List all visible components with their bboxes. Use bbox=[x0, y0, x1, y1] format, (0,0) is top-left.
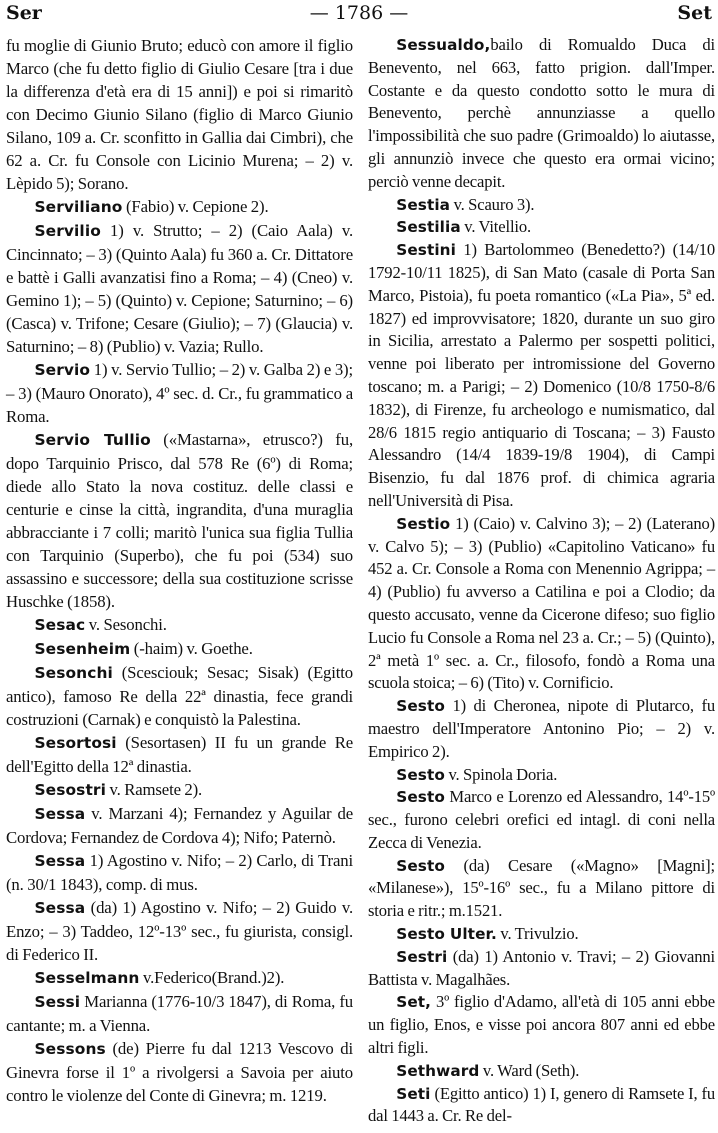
dictionary-entry bbox=[368, 946, 715, 992]
entry-text: bailo di Romualdo Duca di Benevento, nel 663, fatto prigion. dall'Imper. Costante e da questo condotto sotto le mura di Benevento, perchè annunziasse a quello l'impossibilità che suo padre (Grimoaldo) lo aiutasse, gli annunziò invece che questo era ormai vicino; perciò venne decapit. bbox=[368, 35, 715, 191]
entry-headword: Sesonchi bbox=[34, 664, 113, 682]
dictionary-entry bbox=[6, 990, 353, 1037]
entry-headword: Sethward bbox=[396, 1061, 480, 1080]
entry-text: (da) Cesare («Magno» [Magni]; «Milanese»), 15º-16º sec., fu a Milano pittore di storia e ritr.; m.1521. bbox=[368, 855, 715, 921]
dictionary-entry bbox=[368, 239, 715, 513]
page-number: — 1786 — bbox=[309, 2, 409, 24]
entry-text: 1) Bartolommeo (Benedetto?) (14/10 1792-10/11 1825), di San Mato (casale di Porta San Marco, Pistoia), fu poeta romantico («La Pia», 5ª ed. 1827) ed improvvisatore; 1820, durante un suo giro in Sicilia, arrestato a Palermo per sospetti politici, venne poi liberato per intromissione del Governo toscano; m. a Parigi; – 2) Domenico (10/8 1750-8/6 1832), di Firenze, fu archeologo e numismatico, dal 28/6 1815 regio antiquario di Toscana; – 3) Fausto Alessandro (14/4 1839-19/8 1904), di Campi Bisenzio, fu dal 1876 prof. di chimica agraria nell'Università di Pisa. bbox=[368, 240, 715, 510]
entry-headword: Sesto bbox=[396, 697, 445, 716]
entry-headword: Sesto bbox=[396, 788, 445, 807]
entry-text: (da) 1) Antonio v. Travi; – 2) Giovanni Battista v. Magalhães. bbox=[368, 946, 715, 989]
entry-headword: Sessa bbox=[34, 852, 86, 870]
entry-text: 1) di Cheronea, nipote di Plutarco, fu maestro dell'Imperatore Antonino Pio; – 2) v. Empirico 2). bbox=[368, 696, 715, 761]
entry-headword: Sesto Ulter. bbox=[396, 925, 497, 944]
entry-headword: Sesselmann bbox=[34, 969, 140, 987]
dictionary-entry bbox=[368, 764, 715, 787]
dictionary-entry bbox=[6, 195, 353, 219]
dictionary-entry bbox=[6, 849, 353, 896]
dictionary-entry bbox=[6, 613, 353, 637]
entry-headword: Sestilia bbox=[396, 218, 461, 237]
entry-text: v.Federico(Brand.)2). bbox=[139, 968, 285, 987]
entry-text: 1) (Caio) v. Calvino 3); – 2) (Laterano) v. Calvo 5); – 3) (Publio) «Capitolino Vaticano» fu 452 a. Cr. Console a Roma con Menennio Agrippa; – 4) (Publio) fu avverso a Catilina e poi a Clodio; da questo accusato, venne da Cicerone difeso; suo figlio Lucio fu Console a Roma nel 23 a. Cr.; – 5) (Quinto), 2ª metà 1º sec. a. Cr., filosofo, fondò a Roma una scuola stoica; – 6) (Tito) v. Cornificio. bbox=[368, 513, 715, 693]
dictionary-entry bbox=[368, 786, 715, 854]
entry-text: (de) Pierre fu dal 1213 Vescovo di Ginevra forse il 1º a rivolgersi a Savoia per aiuto contro le violenze del Conte di Ginevra; m. 1219. bbox=[6, 1039, 353, 1105]
entry-text: (Scesciouk; Sesac; Sisak) (Egitto antico), famoso Re della 22ª dinastia, fece grandi costruzioni (Carnak) e conquistò la Palestina. bbox=[6, 663, 353, 729]
entry-text: v. Ward (Seth). bbox=[479, 1060, 580, 1080]
header-right-guideword: Set bbox=[677, 2, 712, 24]
dictionary-entry bbox=[6, 219, 353, 358]
dictionary-entry bbox=[6, 896, 353, 966]
entry-headword: Servio Tullio bbox=[34, 431, 151, 449]
entry-text: (Fabio) v. Cepione 2). bbox=[122, 197, 269, 216]
entry-headword: Sestia bbox=[396, 195, 451, 214]
dictionary-entry bbox=[6, 358, 353, 428]
dictionary-entry bbox=[368, 216, 715, 239]
entry-text: 1) v. Servio Tullio; – 2) v. Galba 2) e 3); – 3) (Mauro Onorato), 4º sec. d. Cr., fu grammatico a Roma. bbox=[6, 360, 353, 426]
dictionary-entry bbox=[6, 661, 353, 731]
entry-headword: Sessons bbox=[34, 1040, 106, 1058]
dictionary-entry bbox=[6, 778, 353, 802]
entry-text: 1) v. Strutto; – 2) (Caio Aala) v. Cincinnato; – 3) (Quinto Aala) fu 360 a. Cr. Dittatore e battè i Galli avanzatisi fino a Roma; – 4) (Cneo) v. Gemino 1); – 5) (Quinto) v. Cepione; Saturnino; – 6) (Casca) v. Trifone; Cesare (Giulio); – 7) (Glaucia) v. Saturnino; – 8) (Publio) v. Vazia; Rullo. bbox=[6, 221, 353, 356]
entry-text: v. Trivulzio. bbox=[496, 924, 579, 944]
entry-headword: Sesortosi bbox=[34, 734, 117, 752]
entry-headword: Sesto bbox=[396, 856, 445, 875]
dictionary-entry bbox=[6, 1037, 353, 1107]
dictionary-entry bbox=[368, 513, 715, 695]
entry-headword: Sesostri bbox=[34, 781, 106, 799]
entry-headword: Sesac bbox=[34, 616, 86, 634]
entry-text: (da) 1) Agostino v. Nifo; – 2) Guido v. Enzo; – 3) Taddeo, 12º-13º sec., fu giurista, consigl. di Federico II. bbox=[6, 898, 353, 964]
dictionary-entry bbox=[368, 695, 715, 763]
entry-headword: Sessa bbox=[34, 899, 86, 917]
dictionary-entry bbox=[368, 1060, 715, 1083]
entry-headword: Servio bbox=[34, 361, 91, 379]
entry-text: (-haim) v. Goethe. bbox=[130, 639, 253, 658]
dictionary-entry bbox=[368, 855, 715, 923]
entry-headword: Sessualdo, bbox=[396, 36, 491, 54]
entry-text: v. Marzani 4); Fernandez y Aguilar de Cordova; Fernandez de Cordova 4); Nifo; Paternò. bbox=[6, 804, 353, 847]
entry-headword: Serviliano bbox=[34, 198, 123, 216]
right-column bbox=[368, 34, 715, 1128]
entry-headword: Sestio bbox=[396, 514, 451, 533]
entry-text: v. Scauro 3). bbox=[450, 194, 535, 214]
dictionary-entry bbox=[6, 802, 353, 849]
dictionary-entry bbox=[368, 991, 715, 1059]
entry-text: («Mastarna», etrusco?) fu, dopo Tarquinio Prisco, dal 578 Re (6º) di Roma; diede allo Stato la nova costituz. delle classi e centurie e cinse la città, ingrandita, d'una muraglia abbracciante i 7 colli; maritò l'unica sua figlia Tullia con Tarquinio (Superbo), che fu poi (534) suo assassino e successore; della sua costituzione scrisse Huschke (1858). bbox=[6, 430, 353, 611]
dictionary-entry bbox=[6, 731, 353, 778]
entry-headword: Sessa bbox=[34, 805, 86, 823]
entry-headword: Sestini bbox=[396, 241, 456, 260]
dictionary-entry bbox=[368, 1083, 715, 1129]
entry-headword: Sesenheim bbox=[34, 640, 131, 658]
entry-headword: Set, bbox=[396, 993, 432, 1012]
header-left-guideword: Ser bbox=[6, 2, 42, 24]
entry-headword: Sesto bbox=[396, 765, 445, 784]
entry-headword: Servilio bbox=[34, 222, 101, 240]
dictionary-entry bbox=[6, 637, 353, 661]
entry-text: 1) Agostino v. Nifo; – 2) Carlo, di Trani (n. 30/1 1843), comp. di mus. bbox=[6, 851, 353, 894]
entry-headword: Sessi bbox=[34, 993, 81, 1011]
entry-text: (Egitto antico) 1) I, genero di Ramsete I, fu dal 1443 a. Cr. Re del- bbox=[368, 1083, 715, 1126]
entry-text: 3º figlio d'Adamo, all'età di 105 anni ebbe un figlio, Enos, e visse poi ancora 807 anni ed ebbe altri figli. bbox=[368, 992, 715, 1058]
dictionary-entry bbox=[368, 194, 715, 217]
dictionary-entry bbox=[368, 34, 715, 194]
entry-text: (Sesortasen) II fu un grande Re dell'Egitto della 12ª dinastia. bbox=[6, 733, 353, 776]
entry-text: v. Ramsete 2). bbox=[105, 780, 203, 799]
entry-text: v. Spinola Doria. bbox=[444, 764, 558, 784]
dictionary-entry bbox=[6, 966, 353, 990]
left-column bbox=[6, 34, 353, 1107]
entry-headword: Sestri bbox=[396, 947, 448, 966]
entry-text: v. Sesonchi. bbox=[85, 615, 167, 634]
entry-text: Marianna (1776-10/3 1847), di Roma, fu cantante; m. a Vienna. bbox=[6, 992, 353, 1035]
entry-text: v. Vitellio. bbox=[460, 217, 532, 237]
dictionary-entry bbox=[368, 923, 715, 946]
dictionary-entry bbox=[6, 428, 353, 613]
dictionary-entry bbox=[6, 34, 353, 195]
page-header bbox=[6, 2, 712, 26]
entry-headword: Seti bbox=[396, 1084, 431, 1103]
entry-text: fu moglie di Giunio Bruto; educò con amore il figlio Marco (che fu detto figlio di Giulio Cesare [tra i due la differenza d'età era di 15 anni]) e poi si rimaritò con Decimo Giunio Silano (figlio di Marco Giunio Silano, 109 a. Cr. sconfitto in Gallia dai Cimbri), che 62 a. Cr. fu Console con Licinio Murena; – 2) v. Lèpido 5); Sorano. bbox=[6, 36, 353, 193]
entry-text: Marco e Lorenzo ed Alessandro, 14º-15º sec., furono celebri orefici ed intagl. di coni nella Zecca di Venezia. bbox=[368, 787, 715, 852]
